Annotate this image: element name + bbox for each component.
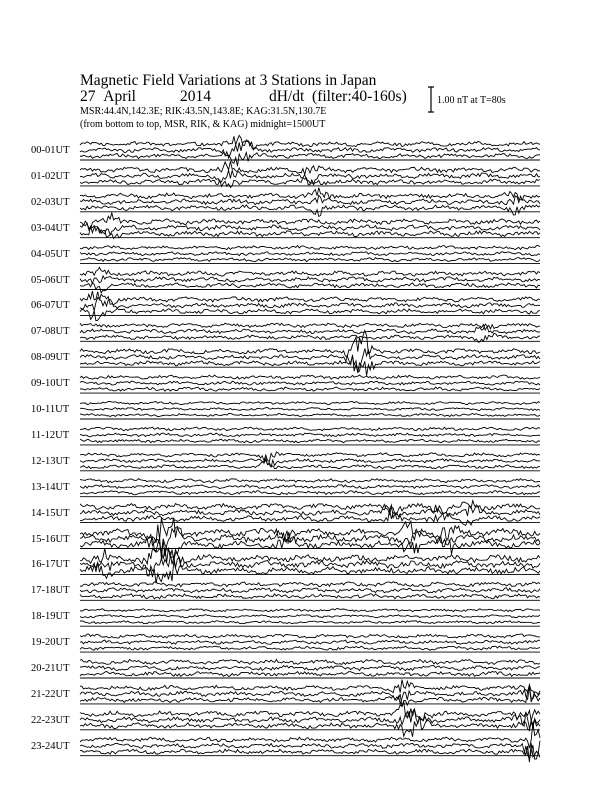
trace-msr <box>80 309 540 321</box>
row-label: 15-16UT <box>31 533 70 545</box>
trace-rik <box>80 276 540 284</box>
trace-msr <box>80 414 540 417</box>
date-day: 27 <box>80 88 96 105</box>
trace-msr <box>80 594 540 599</box>
trace-kag <box>80 680 540 703</box>
scale-bar <box>428 87 434 112</box>
trace-kag <box>80 331 540 357</box>
row-label: 02-03UT <box>31 196 70 208</box>
trace-kag <box>80 267 540 276</box>
row-label: 01-02UT <box>31 170 70 182</box>
trace-msr <box>80 258 540 262</box>
date-month: April <box>103 88 136 105</box>
trace-kag <box>80 518 540 543</box>
trace-msr <box>80 283 540 293</box>
trace-group-07-08UT <box>80 323 540 342</box>
row-label: 19-20UT <box>31 637 70 649</box>
trace-kag <box>80 246 540 250</box>
trace-group-19-20UT <box>80 634 540 652</box>
trace-kag <box>80 582 540 587</box>
row-label: 16-17UT <box>31 559 70 571</box>
trace-msr <box>80 333 540 342</box>
row-label: 08-09UT <box>31 352 70 364</box>
row-label: 07-08UT <box>31 326 70 338</box>
row-label: 12-13UT <box>31 455 70 467</box>
trace-group-03-04UT <box>80 213 540 239</box>
trace-kag <box>80 161 540 174</box>
trace-kag <box>80 323 540 330</box>
station-order-note: (from bottom to top, MSR, RIK, & KAG) midnight=1500UT <box>80 119 326 130</box>
trace-kag <box>80 501 540 515</box>
trace-kag <box>80 609 540 612</box>
trace-kag <box>80 291 540 305</box>
trace-kag <box>80 634 540 638</box>
chart-title: Magnetic Field Variations at 3 Stations in Japan <box>80 72 377 89</box>
trace-kag <box>80 135 540 148</box>
row-label: 00-01UT <box>31 145 70 156</box>
row-label: 20-21UT <box>31 663 70 674</box>
trace-group-22-23UT <box>80 702 540 737</box>
trace-rik <box>80 324 540 334</box>
trace-group-01-02UT <box>80 161 540 187</box>
trace-group-13-14UT <box>80 479 540 497</box>
trace-rik <box>80 485 540 489</box>
row-label: 09-10UT <box>31 378 70 390</box>
trace-group-06-07UT <box>80 291 540 321</box>
trace-msr <box>80 646 540 650</box>
trace-msr <box>80 439 540 443</box>
row-label: 22-23UT <box>31 714 70 726</box>
trace-msr <box>80 152 540 166</box>
row-label: 14-15UT <box>31 507 70 519</box>
trace-group-02-03UT <box>80 188 540 217</box>
trace-kag <box>80 375 540 379</box>
trace-rik <box>80 666 540 671</box>
trace-group-23-24UT <box>80 723 540 762</box>
trace-group-17-18UT <box>80 582 540 601</box>
trace-group-04-05UT <box>80 246 540 264</box>
trace-kag <box>80 427 540 431</box>
trace-rik <box>80 741 540 762</box>
row-label: 03-04UT <box>31 222 70 234</box>
trace-rik <box>80 433 540 437</box>
trace-group-14-15UT <box>80 501 540 526</box>
trace-rik <box>80 381 540 385</box>
trace-msr <box>80 387 540 391</box>
quantity-label: dH/dt <box>268 88 305 105</box>
trace-kag <box>80 479 540 483</box>
row-label: 11-12UT <box>31 429 70 441</box>
row-label: 05-06UT <box>31 274 70 286</box>
trace-group-10-11UT <box>80 402 540 420</box>
trace-group-20-21UT <box>80 659 540 678</box>
trace-rik <box>80 298 540 311</box>
scale-label: 1.00 nT at T=80s <box>437 95 506 106</box>
trace-kag <box>80 188 540 200</box>
trace-kag <box>80 659 540 664</box>
filter-label: (filter:40-160s) <box>312 88 407 105</box>
row-label: 04-05UT <box>31 248 70 260</box>
trace-rik <box>80 408 540 411</box>
trace-rik <box>80 709 540 731</box>
trace-rik <box>80 615 540 618</box>
trace-rik <box>80 252 540 256</box>
date-year: 2014 <box>179 88 211 105</box>
trace-group-05-06UT <box>80 267 540 293</box>
trace-rik <box>80 458 540 467</box>
trace-group-09-10UT <box>80 375 540 393</box>
trace-group-12-13UT <box>80 452 540 471</box>
trace-group-11-12UT <box>80 427 540 445</box>
trace-msr <box>80 621 540 624</box>
trace-group-16-17UT <box>80 548 540 584</box>
trace-rik <box>80 349 540 372</box>
row-label: 21-22UT <box>31 688 70 700</box>
row-label: 10-11UT <box>31 404 70 415</box>
row-label: 18-19UT <box>31 611 70 623</box>
trace-group-18-19UT <box>80 609 540 627</box>
trace-msr <box>80 671 540 676</box>
row-label: 06-07UT <box>31 300 70 312</box>
station-coordinates: MSR:44.4N,142.3E; RIK:43.5N,143.8E; KAG:31.5N,130.7E <box>80 106 327 117</box>
trace-msr <box>80 491 540 495</box>
row-label: 17-18UT <box>31 585 70 597</box>
trace-rik <box>80 640 540 644</box>
trace-group-21-22UT <box>80 680 540 707</box>
trace-msr <box>80 205 540 217</box>
trace-rik <box>80 588 540 593</box>
trace-group-00-01UT <box>80 135 540 166</box>
trace-kag <box>80 402 540 405</box>
row-label: 13-14UT <box>31 481 70 493</box>
row-label: 23-24UT <box>31 740 70 752</box>
